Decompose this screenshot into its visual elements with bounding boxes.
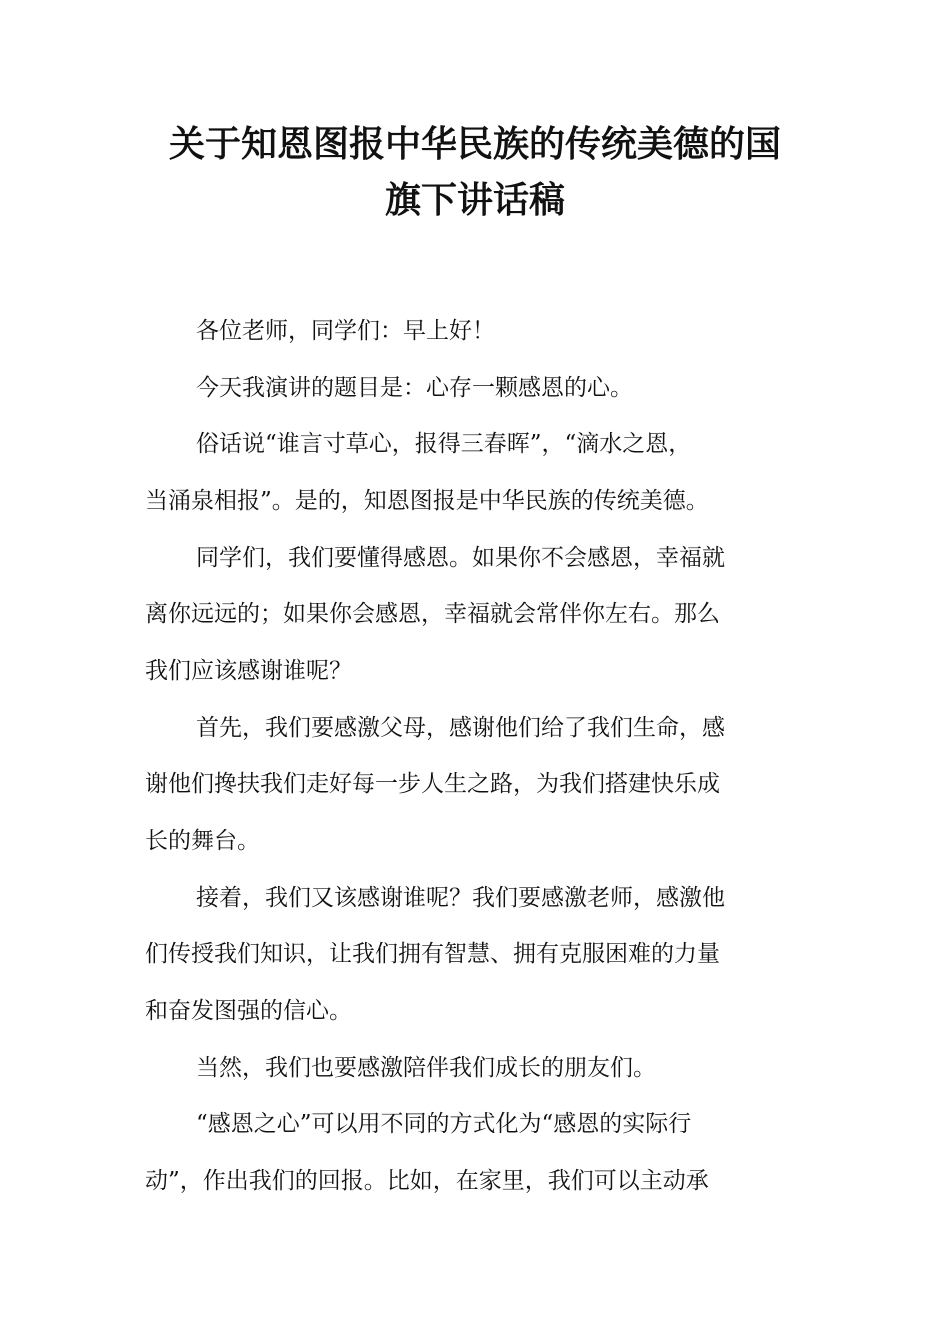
paragraph-line: 们传授我们知识，让我们拥有智慧、拥有克服困难的力量 xyxy=(145,941,720,967)
paragraph-line: 动”，作出我们的回报。比如，在家里，我们可以主动承 xyxy=(145,1168,709,1194)
document-title-line-2: 旗下讲话稿 xyxy=(384,179,565,221)
paragraph-line: 离你远远的；如果你会感恩，幸福就会常伴你左右。那么 xyxy=(145,601,720,627)
paragraph-line: 同学们，我们要懂得感恩。如果你不会感恩，幸福就 xyxy=(196,545,725,571)
paragraph-line: 我们应该感谢谁呢？ xyxy=(145,658,352,684)
paragraph-line: 谢他们搀扶我们走好每一步人生之路，为我们搭建快乐成 xyxy=(145,771,720,797)
paragraph-line: 当然，我们也要感激陪伴我们成长的朋友们。 xyxy=(196,1055,656,1081)
greeting-line: 各位老师，同学们：早上好！ xyxy=(196,318,495,344)
document-title-line-1: 关于知恩图报中华民族的传统美德的国 xyxy=(168,123,781,165)
paragraph-line: 首先，我们要感激父母，感谢他们给了我们生命，感 xyxy=(196,715,725,741)
paragraph-line: 俗话说“谁言寸草心，报得三春晖”，“滴水之恩， xyxy=(196,431,692,457)
paragraph-line: 和奋发图强的信心。 xyxy=(145,998,352,1024)
paragraph-line: 当涌泉相报”。是的，知恩图报是中华民族的传统美德。 xyxy=(145,488,709,514)
paragraph-line: 长的舞台。 xyxy=(145,828,260,854)
paragraph-line: “感恩之心”可以用不同的方式化为“感恩的实际行 xyxy=(196,1111,692,1137)
topic-line: 今天我演讲的题目是：心存一颗感恩的心。 xyxy=(196,375,633,401)
paragraph-line: 接着，我们又该感谢谁呢？我们要感激老师，感激他 xyxy=(196,885,725,911)
